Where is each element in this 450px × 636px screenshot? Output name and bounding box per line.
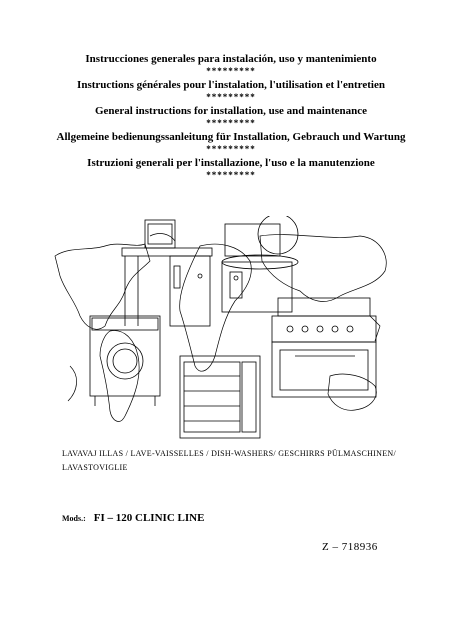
title-italian: Istruzioni generali per l'installazione, l'uso e la manutenzione (87, 157, 375, 169)
title-block (40, 52, 422, 182)
product-types: LAVAVAJ ILLAS / LAVE-VAISSELLES / DISH-WASHERS/ GESCHIRRS PÜLMASCHINEN/ LAVASTOVIGLIE (62, 449, 397, 472)
separator: ********* (206, 118, 256, 128)
models-line (62, 508, 204, 526)
separator: ********* (206, 144, 256, 154)
title-spanish: Instrucciones generales para instalación, uso y mantenimiento (85, 53, 377, 65)
title-german: Allgemeine bedienungssanleitung für Installation, Gebrauch und Wartung (56, 131, 406, 143)
dishwasher-hood-illustration (122, 220, 212, 326)
title-french: Instructions générales pour l'instalation, l'utilisation et l'entretien (77, 79, 385, 91)
appliances-world-map-illustration (50, 216, 395, 441)
washing-machine-illustration (90, 316, 160, 406)
models-label: Mods.: (62, 514, 86, 523)
document-code: Z – 718936 (322, 541, 378, 553)
title-english: General instructions for installation, use and maintenance (94, 105, 368, 117)
models-value: FI – 120 CLINIC LINE (93, 512, 205, 524)
range-cooker-illustration (272, 298, 376, 397)
separator: ********* (206, 92, 256, 102)
separator: ********* (206, 170, 256, 180)
world-map-outline (55, 234, 386, 422)
combi-oven-illustration (180, 356, 260, 438)
separator: ********* (206, 66, 256, 76)
